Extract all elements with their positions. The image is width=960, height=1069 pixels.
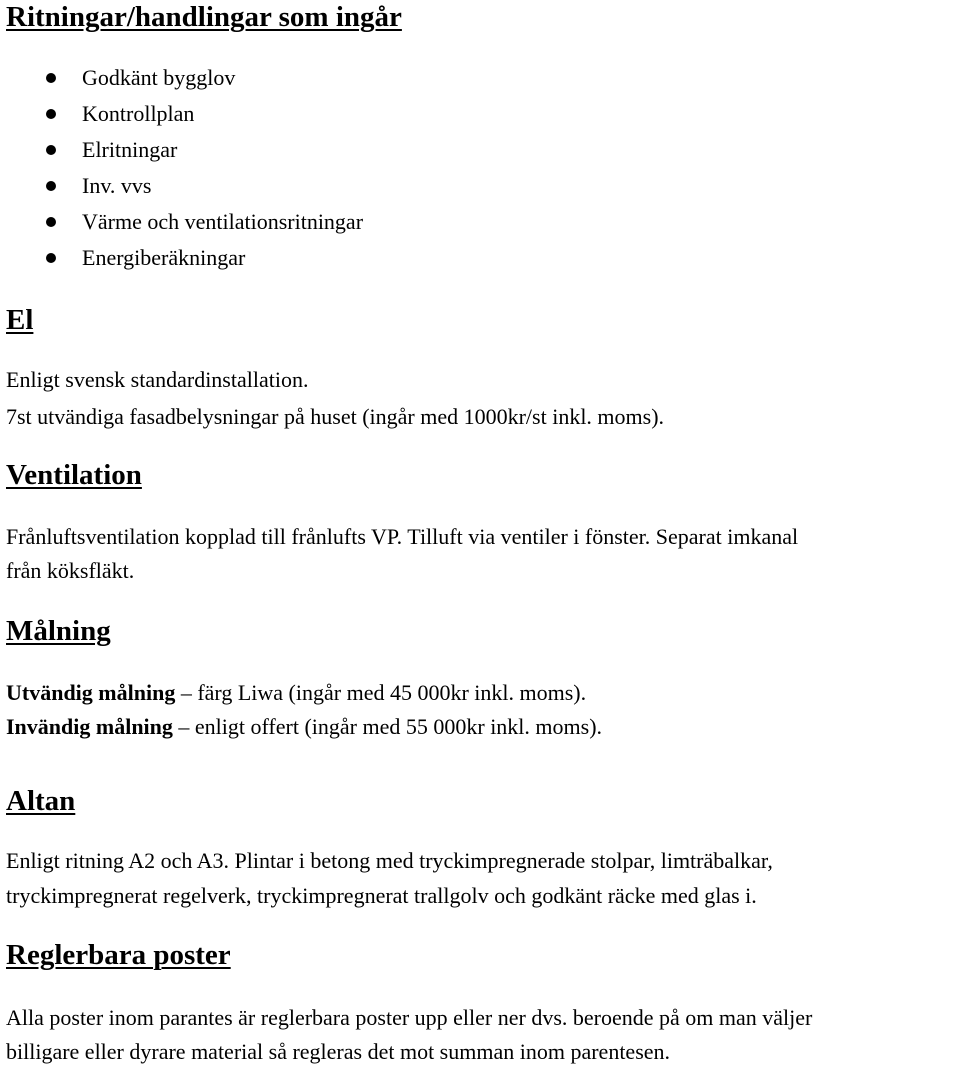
heading-drawings: Ritningar/handlingar som ingår [6,1,402,33]
deck-line-2: tryckimpregnerat regelverk, tryckimpregnerat trallgolv och godkänt räcke med glas i. [6,883,757,908]
painting-interior-line [6,714,602,740]
adjustable-line-1: Alla poster inom parantes är reglerbara poster upp eller ner dvs. beroende på om man väljer [6,1005,813,1030]
deck-line-1: Enligt ritning A2 och A3. Plintar i betong med tryckimpregnerade stolpar, limträbalkar, [6,848,773,873]
bullet-icon [46,109,56,119]
list-item-text: Energiberäkningar [82,245,246,270]
adjustable-line-2: billigare eller dyrare material så regleras det mot summan inom parentesen. [6,1039,671,1064]
ventilation-line-2: från köksfläkt. [6,558,135,583]
bullet-icon [46,181,56,191]
list-item-text: Värme och ventilationsritningar [82,209,364,234]
list-item-text: Godkänt bygglov [82,65,236,90]
el-line-2: 7st utvändiga fasadbelysningar på huset (ingår med 1000kr/st inkl. moms). [6,404,665,429]
el-line-1: Enligt svensk standardinstallation. [6,367,309,392]
bullet-icon [46,73,56,83]
bullet-icon [46,217,56,227]
list-item-text: Elritningar [82,137,178,162]
heading-painting: Målning [6,615,111,647]
exterior-painting-label: Utvändig målning [6,680,176,705]
ventilation-line-1: Frånluftsventilation kopplad till frånlufts VP. Tilluft via ventiler i fönster. Separat imkanal [6,524,799,549]
bullet-icon [46,145,56,155]
list-item-text: Kontrollplan [82,101,195,126]
interior-painting-label: Invändig målning [6,714,173,739]
list-item-text: Inv. vvs [82,173,152,198]
heading-el: El [6,304,34,336]
painting-exterior-line [6,680,586,706]
bullet-icon [46,253,56,263]
interior-painting-text: – enligt offert (ingår med 55 000kr inkl. moms). [172,714,603,739]
heading-deck: Altan [6,785,76,817]
exterior-painting-text: – färg Liwa (ingår med 45 000kr inkl. moms). [175,680,587,705]
heading-adjustable: Reglerbara poster [6,939,231,971]
heading-ventilation: Ventilation [6,459,142,491]
